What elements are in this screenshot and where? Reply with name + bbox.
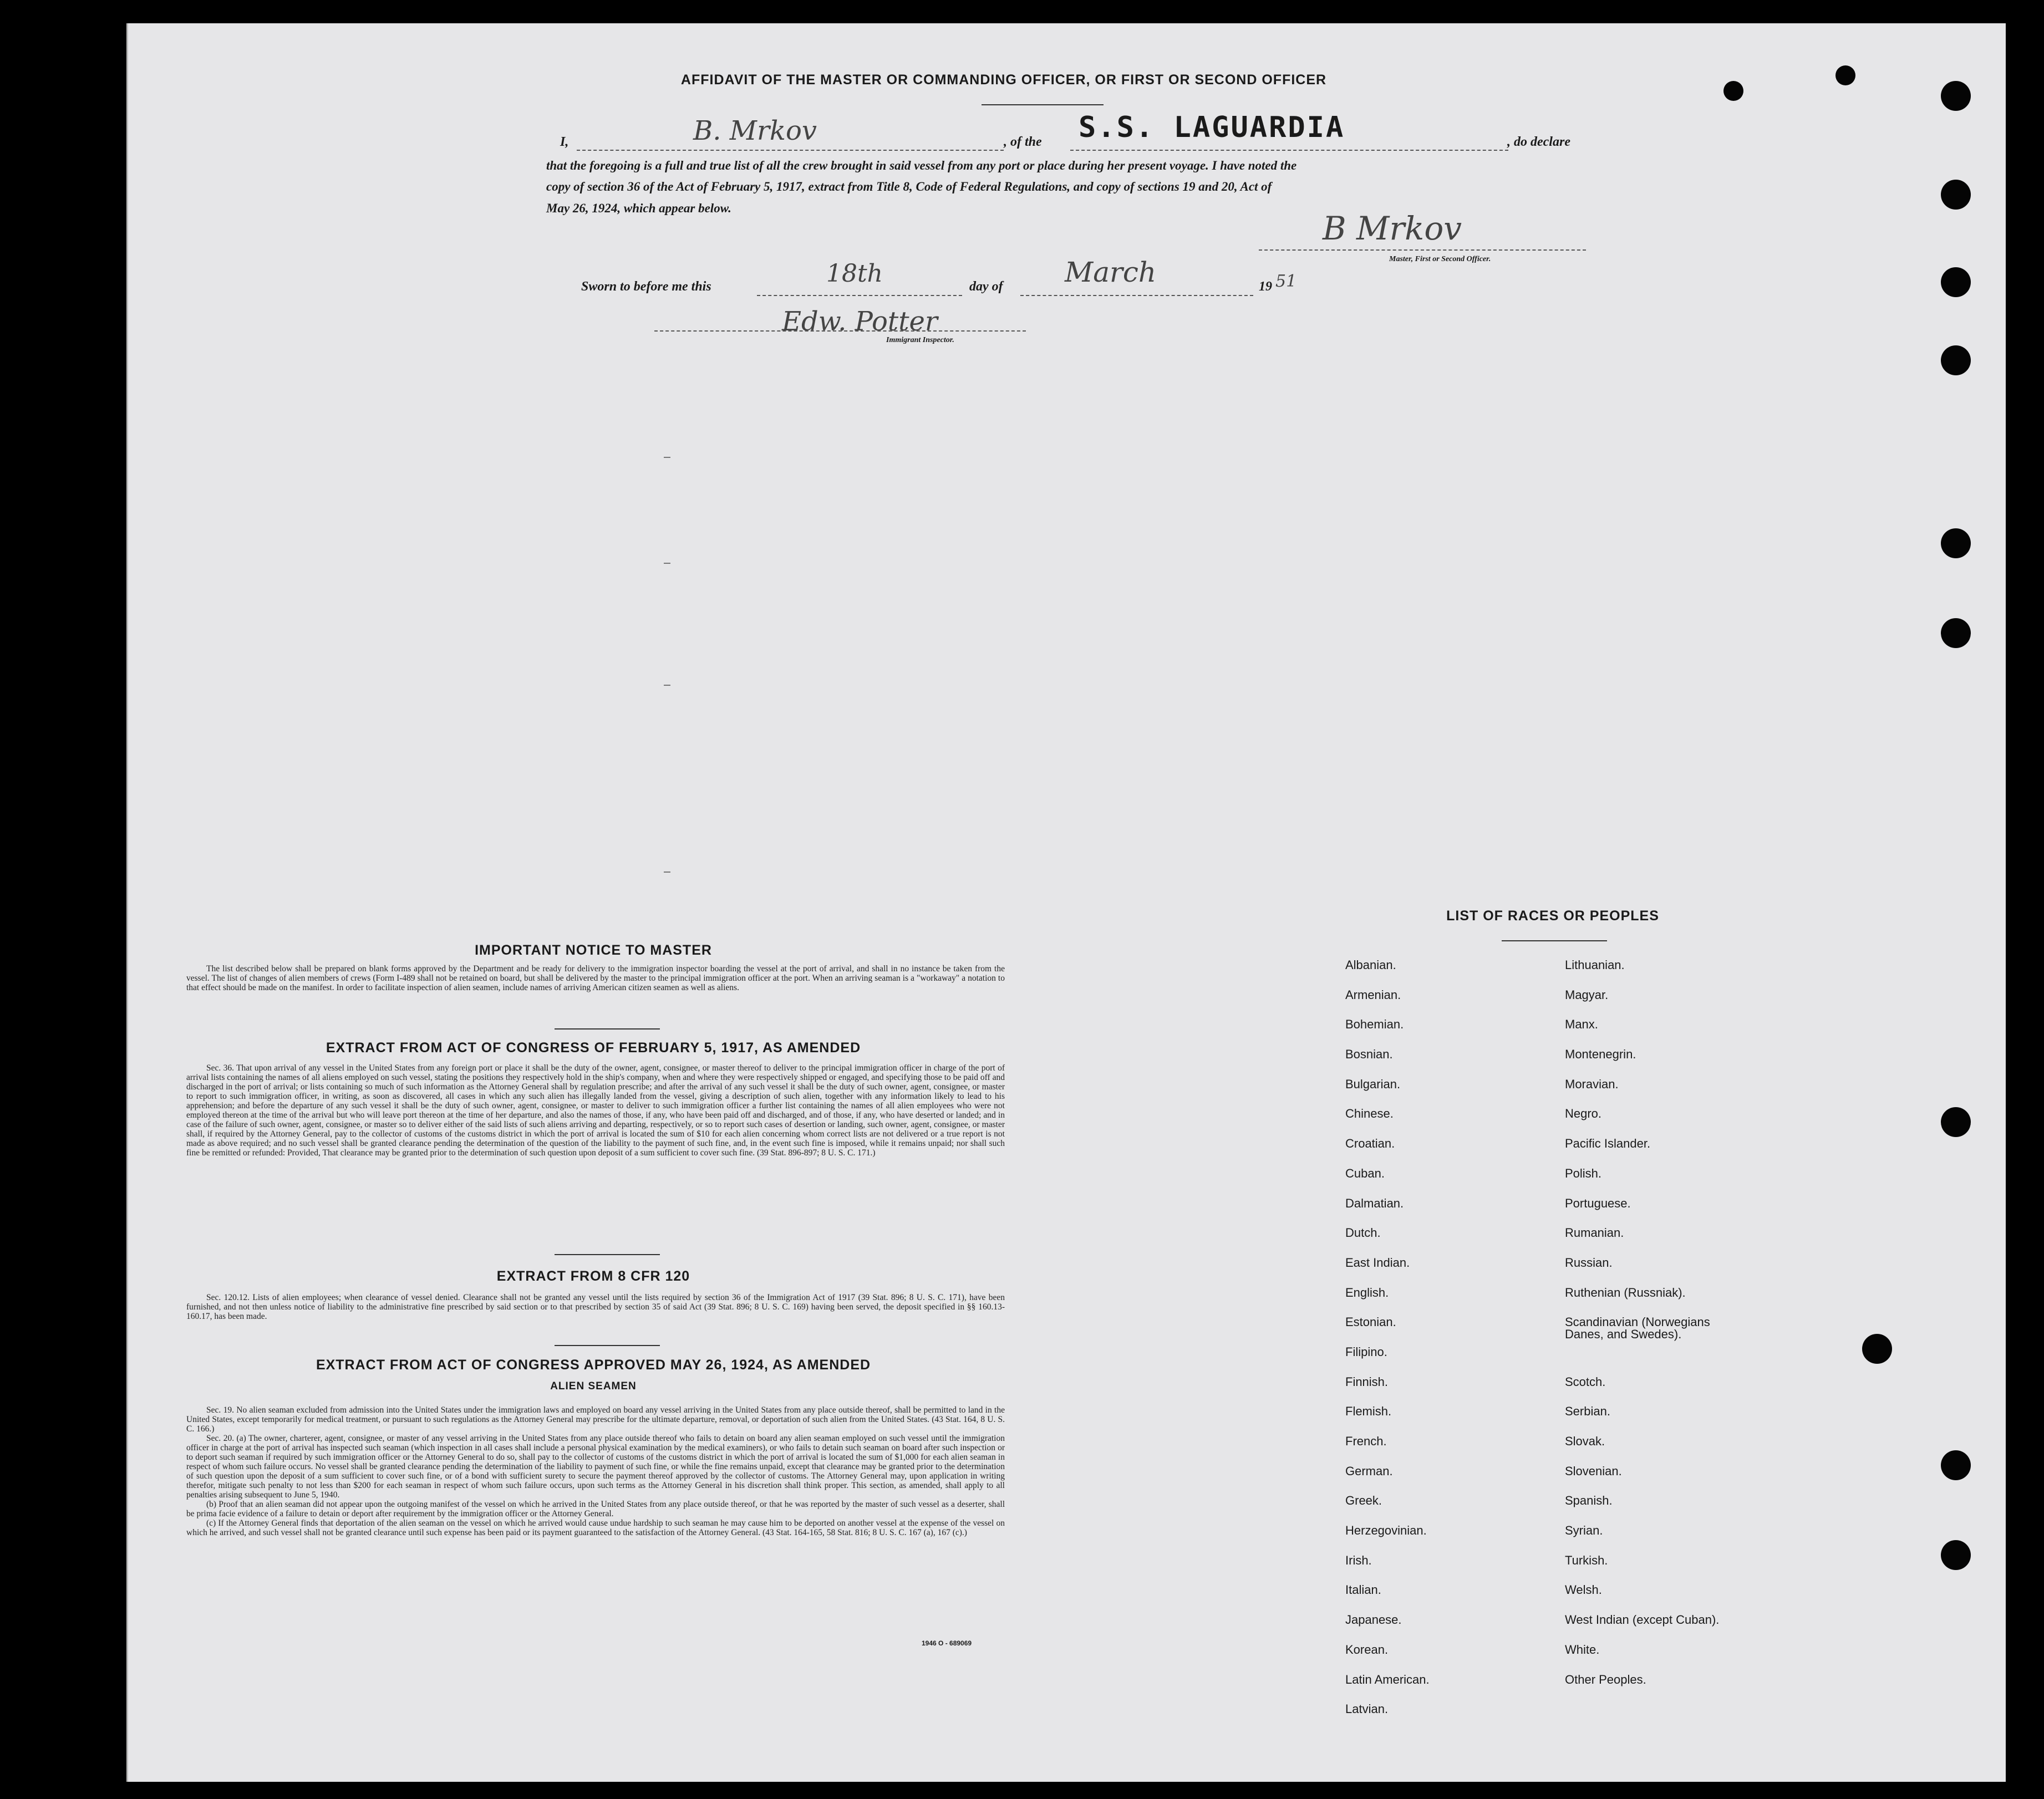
sworn-label: Sworn to before me this [581,279,711,294]
punch-hole [1862,1334,1892,1364]
race-item: German. [1345,1464,1393,1478]
race-item: Lithuanian. [1565,958,1625,972]
race-item: Slovenian. [1565,1464,1622,1478]
race-item: Moravian. [1565,1077,1619,1091]
race-item: Herzegovinian. [1345,1523,1427,1538]
affidavit-statement: May 26, 1924, which appear below. [546,201,731,215]
race-item: Korean. [1345,1642,1389,1657]
day-handwritten: 18th [826,259,883,288]
race-item: Syrian. [1565,1523,1603,1538]
race-item: Polish. [1565,1166,1602,1180]
race-item: French. [1345,1434,1387,1448]
guide-tick [664,872,670,873]
extract-1924-body [186,1405,1005,1537]
race-item: East Indian. [1345,1255,1410,1270]
extract-1924-paragraph: (c) If the Attorney General finds that deportation of the alien seaman on the vessel on which he arrived would cause undue hardship to such seaman he may cause him to be deported on another vessel at the expense of the vessel on which he arrived, and such vessel shall not be granted clearance until such expense has been paid or its payment guaranteed to the satisfaction of the Attorney General. (43 Stat. 164-165, 58 Stat. 816; 8 U. S. C. 167 (a), 167 (c).) [186,1518,1005,1537]
notice-paragraph: The list described below shall be prepared on blank forms approved by the Department and be ready for delivery to the immigration inspector boarding the vessel at the port of arrival, and shall in no instance be taken from the vessel. The list of changes of alien members of crews (Form I-489 shall not be retained on board, but shall be delivered by the master to the principal immigration officer at the port. When an arriving seaman is a "workaway" a notation to that effect should be made on the manifest. In order to facilitate inspection of alien seamen, include names of arriving American citizen seamen as well as aliens. [186,964,1005,992]
race-item: Bosnian. [1345,1047,1393,1062]
year-prefix: 19 [1259,279,1272,294]
race-item: Rumanian. [1565,1226,1624,1240]
section-rule [555,1254,660,1255]
race-item: English. [1345,1285,1389,1299]
notice-body [186,964,1005,992]
extract-cfr-body [186,1293,1005,1321]
race-item: Portuguese. [1565,1196,1631,1210]
race-item: White. [1565,1642,1600,1657]
races-column-left [1345,959,1430,1733]
affidavit-statement: copy of section 36 of the Act of February 5, 1917, extract from Title 8, Code of Federal Regulations, and copy of sections 19 and 20, Act of [546,180,1272,193]
race-item: West Indian (except Cuban). [1565,1613,1720,1627]
punch-hole [1941,1450,1971,1480]
race-item: Japanese. [1345,1613,1402,1627]
race-item: Scotch. [1565,1374,1606,1389]
punch-hole [1941,1107,1971,1137]
affidavit-statement: that the foregoing is a full and true list of all the crew brought in said vessel from any port or place during her present voyage. I have noted the [546,159,1297,172]
race-item: Montenegrin. [1565,1047,1636,1062]
guide-tick [664,563,670,564]
guide-tick [664,685,670,686]
race-item: Other Peoples. [1565,1672,1646,1686]
extract-1917-paragraph: Sec. 36. That upon arrival of any vessel in the United States from any foreign port or place it shall be the duty of the owner, agent, consignee, or master thereof to deliver to the principal immigration officer in charge of the port of arrival lists containing the names of all aliens employed on such vessel, stating the positions they respectively hold in the ship's company, when and where they were respectively shipped or engaged, and specifying those to be paid off and discharged in the port of arrival; or lists containing so much of such information as the Attorney General shall by regulation prescribe; and after the arrival of any such vessel it shall be the duty of such owner, agent, consignee, or master to report to such immigration officer, in writing, as soon as discovered, all cases in which any such alien has illegally landed from the vessel, giving a description of such alien, together with any information likely to lead to his apprehension; and before the departure of any such vessel it shall be the duty of such owner, agent, consignee, or master to deliver to such immigration officer a further list containing the names of all alien employees who were not employed thereon at the time of the arrival but who will leave port thereon at the time of her departure, and also the names of those, if any, who have been paid off and discharged, and of those, if any, who have deserted or landed; and in case of the failure of such owner, agent, consignee, or master so to deliver either of the said lists of such aliens arriving and departing, respectively, or so to report such cases of desertion or landing, such owner, agent, consignee, or master shall, if required by the Attorney General, pay to the collector of customs of the customs district in which the port of arrival is located the sum of $10 for each alien concerning whom correct lists are not delivered or a true report is not made as above required; and no such vessel shall be granted clearance pending the determination of the question of the liability to the payment of such fine, and, in the event such fine is imposed, while it remains unpaid; nor shall such fine be remitted or refunded: Provided, That clearance may be granted prior to the determination of such question upon deposit of a sum sufficient to cover such fine. (39 Stat. 896-897; 8 U. S. C. 171.) [186,1063,1005,1158]
race-item: Chinese. [1345,1107,1394,1121]
inspector-signature: Edw. Potter [782,306,938,337]
extract-1924-paragraph: Sec. 20. (a) The owner, charterer, agent, consignee, or master of any vessel arriving in the United States from any place outside thereof who fails to detain on board any alien seaman employed on such vessel until the immigration officer in charge at the port of arrival has inspected such seaman (which inspection in all cases shall include a personal physical examination by the medical examiners), or who fails to detain such seaman on board after such inspection or to deport such seaman if required by such immigration officer or the Attorney General to do so, shall pay to the collector of customs of the customs district in which the port of arrival is located the sum of $1,000 for each alien seaman in respect of whom such failure occurs. No vessel shall be granted clearance pending the determination of the liability to payment of such fine, or while the fine remains unpaid, except that clearance may be granted prior to the determination of such question upon the deposit of a sum sufficient to cover such fine, or of a bond with sufficient surety to secure the payment thereof approved by the collector of customs. The Attorney General may, upon application in writing therefor, mitigate such penalty to not less than $200 for each seaman in respect of whom such failure occurs, upon such terms as the Attorney General in his discretion shall think proper. This section, as amended, shall apply to all penalties arising subsequent to June 5, 1940. [186,1434,1005,1500]
month-line [1020,295,1253,296]
race-item: Spanish. [1565,1494,1613,1508]
extract-1924-subtitle: ALIEN SEAMEN [550,1380,637,1392]
race-item [1565,1346,1748,1376]
race-item: Irish. [1345,1553,1372,1567]
punch-hole [1941,180,1971,210]
race-item: Bulgarian. [1345,1077,1401,1091]
race-item: Slovak. [1565,1434,1605,1448]
race-item: Welsh. [1565,1583,1602,1597]
punch-hole [1941,1540,1971,1570]
inspector-caption: Immigrant Inspector. [886,336,954,344]
section-rule [555,1028,660,1030]
race-item: Finnish. [1345,1374,1389,1389]
day-of-label: day of [969,279,1003,294]
of-the-label: , of the [1004,135,1042,149]
extract-1917-body [186,1063,1005,1158]
extract-cfr-paragraph: Sec. 120.12. Lists of alien employees; when clearance of vessel denied. Clearance shall not be granted any vessel until the lists required by section 36 of the Immigration Act of 1917 (39 Stat. 896; 8 U. S. C. 171), have been furnished, and not then unless notice of liability to the administrative fine prescribed by said section or to that prescribed by section 35 of said Act (39 Stat. 896; 8 U. S. C. 169) having been served, the deposit specified in §§ 160.13-160.17, has been made. [186,1293,1005,1321]
extract-1924-title: EXTRACT FROM ACT OF CONGRESS APPROVED MAY 26, 1924, AS AMENDED [316,1357,871,1373]
race-item: Italian. [1345,1583,1381,1597]
extract-1924-paragraph: (b) Proof that an alien seaman did not appear upon the outgoing manifest of the vessel on which he arrived in the United States from any place outside thereof, or that he was reported by the master of such vessel as a deserter, shall be prima facie evidence of a failure to detain or deport after requirement by the immigration officer or the Attorney General. [186,1500,1005,1518]
year-handwritten: 51 [1275,272,1297,291]
extract-1917-title: EXTRACT FROM ACT OF CONGRESS OF FEBRUARY 5, 1917, AS AMENDED [326,1040,861,1056]
race-item: Ruthenian (Russniak). [1565,1285,1686,1299]
inspector-signature-line [654,330,1026,332]
affidavit-pronoun: I, [560,135,569,149]
race-item: Dalmatian. [1345,1196,1404,1210]
extract-1924-paragraph: Sec. 19. No alien seaman excluded from admission into the United States under the immigration laws and employed on board any vessel arriving in the United States from any place outside thereof, shall be permitted to land in the United States, except temporarily for medical treatment, or pursuant to such regulations as the Attorney General may prescribe for the ultimate departure, removal, or deportation of such alien from the United States. (43 Stat. 164, 8 U. S. C. 166.) [186,1405,1005,1434]
races-title-rule [1502,940,1607,941]
master-signature: B Mrkov [1323,210,1462,247]
ship-name: S.S. LAGUARDIA [1079,111,1345,144]
do-declare-label: , do declare [1507,135,1570,149]
punch-hole [1835,65,1855,85]
race-item: Latin American. [1345,1672,1430,1686]
race-item: Manx. [1565,1017,1598,1032]
race-item: Armenian. [1345,987,1401,1002]
extract-cfr-title: EXTRACT FROM 8 CFR 120 [496,1268,690,1284]
master-signature-line [1259,249,1586,251]
race-item: Latvian. [1345,1702,1389,1716]
punch-hole [1941,528,1971,558]
punch-hole [1941,618,1971,648]
race-item: Cuban. [1345,1166,1385,1180]
punch-hole [1941,345,1971,375]
section-rule [555,1345,660,1346]
races-column-right [1565,959,1748,1703]
race-item: Magyar. [1565,987,1609,1002]
officer-name-line [577,150,1004,151]
ship-name-line [1070,150,1508,151]
race-item: Filipino. [1345,1344,1387,1359]
race-item: Greek. [1345,1494,1382,1508]
punch-hole [1941,81,1971,111]
punch-hole [1941,267,1971,297]
race-item: Bohemian. [1345,1017,1404,1032]
race-item: Albanian. [1345,958,1396,972]
races-title: LIST OF RACES OR PEOPLES [1446,908,1659,924]
officer-name-signature: B. Mrkov [693,115,817,146]
affidavit-title: AFFIDAVIT OF THE MASTER OR COMMANDING OFFICER, OR FIRST OR SECOND OFFICER [680,72,1327,88]
punch-hole [1723,81,1743,101]
race-item: Estonian. [1345,1315,1396,1329]
race-item: Scandinavian (Norwegians Danes, and Swedes). [1565,1315,1710,1342]
title-rule [982,104,1104,105]
race-item: Negro. [1565,1107,1602,1121]
month-handwritten: March [1065,256,1157,288]
printer-code: 1946 O - 689069 [922,1639,972,1647]
race-item: Pacific Islander. [1565,1137,1651,1151]
race-item: Dutch. [1345,1226,1381,1240]
master-caption: Master, First or Second Officer. [1389,255,1491,263]
day-line [757,295,962,296]
race-item: Flemish. [1345,1404,1392,1419]
race-item: Serbian. [1565,1404,1610,1419]
notice-title: IMPORTANT NOTICE TO MASTER [475,942,712,958]
race-item: Russian. [1565,1255,1613,1270]
race-item: Turkish. [1565,1553,1608,1567]
race-item: Croatian. [1345,1137,1395,1151]
guide-tick [664,457,670,458]
